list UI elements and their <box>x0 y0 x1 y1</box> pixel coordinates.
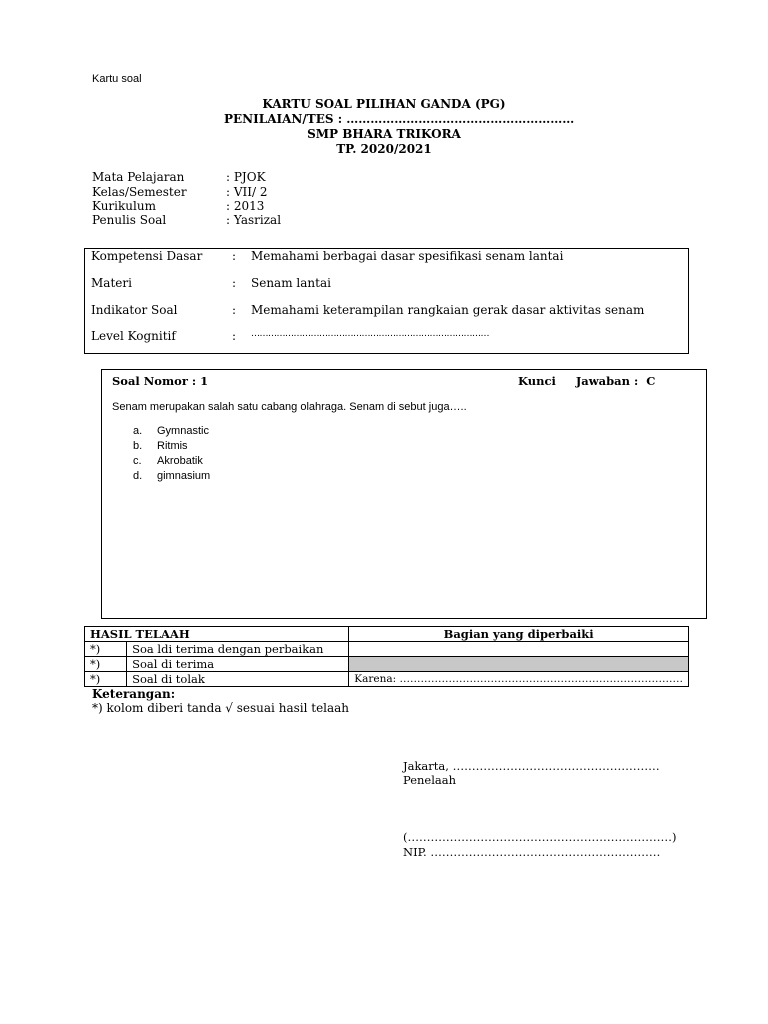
review-row <box>85 657 689 672</box>
question-number: Soal Nomor : 1 <box>112 374 209 388</box>
revision-header: Bagian yang diperbaiki <box>349 627 689 642</box>
review-row <box>85 672 689 687</box>
option-letter: a. <box>133 425 143 437</box>
indicator-sep: : <box>232 303 237 317</box>
review-mark[interactable]: *) <box>85 672 127 687</box>
question-text: Senam merupakan salah satu cabang olahraga. Senam di sebut juga….. <box>112 401 467 413</box>
option-text: Akrobatik <box>157 455 203 467</box>
review-row <box>85 642 689 657</box>
reviewer-name-line: (……………………………………………………………) <box>403 830 677 844</box>
review-mark[interactable]: *) <box>85 657 127 672</box>
reviewer-role: Penelaah <box>403 773 457 787</box>
review-label: Soa ldi terima dengan perbaikan <box>127 642 349 657</box>
option-text: gimnasium <box>157 470 211 482</box>
meta-value: : Yasrizal <box>226 213 282 227</box>
material-value: Senam lantai <box>251 276 331 290</box>
indicator-value: Memahami keterampilan rangkaian gerak dasar aktivitas senam <box>251 303 645 317</box>
cognitive-level-sep: : <box>232 329 237 343</box>
assessment-line: PENILAIAN/TES : ………………………………………………… <box>224 112 575 126</box>
notes-title: Keterangan: <box>92 687 176 701</box>
material-label: Materi <box>91 276 132 290</box>
material-sep: : <box>232 276 237 290</box>
competency-value: Memahami berbagai dasar spesifikasi senam lantai <box>251 249 564 263</box>
option-letter: d. <box>133 470 143 482</box>
review-mark[interactable]: *) <box>85 642 127 657</box>
option-letter: b. <box>133 440 143 452</box>
meta-value: : VII/ 2 <box>226 185 268 199</box>
school-year: TP. 2020/2021 <box>336 142 432 156</box>
competency-box <box>84 248 689 354</box>
meta-label: Kurikulum <box>92 199 156 213</box>
review-result-header: HASIL TELAAH <box>85 627 349 642</box>
review-label: Soal di terima <box>127 657 349 672</box>
question-box <box>101 369 707 619</box>
answer-key: Kunci Jawaban : C <box>518 374 656 388</box>
indicator-label: Indikator Soal <box>91 303 178 317</box>
rejection-reason[interactable]: Karena: ……………………………………………………………………… <box>349 672 689 687</box>
review-table <box>84 626 689 687</box>
card-label: Kartu soal <box>92 73 142 85</box>
option-text: Ritmis <box>157 440 188 452</box>
reviewer-nip: NIP. …………………………………………………… <box>403 845 661 859</box>
revision-cell[interactable] <box>349 642 689 657</box>
school-name: SMP BHARA TRIKORA <box>307 127 461 141</box>
competency-label: Kompetensi Dasar <box>91 249 203 263</box>
option-letter: c. <box>133 455 142 467</box>
review-header-row <box>85 627 689 642</box>
meta-label: Penulis Soal <box>92 213 167 227</box>
competency-sep: : <box>232 249 237 263</box>
revision-cell-shaded <box>349 657 689 672</box>
cognitive-level-label: Level Kognitif <box>91 329 176 343</box>
cognitive-level-value: ………………………………………………………………………… <box>251 329 489 339</box>
option-text: Gymnastic <box>157 425 209 437</box>
card-title: KARTU SOAL PILIHAN GANDA (PG) <box>262 97 506 111</box>
review-label: Soal di tolak <box>127 672 349 687</box>
meta-label: Mata Pelajaran <box>92 170 185 184</box>
meta-value: : PJOK <box>226 170 266 184</box>
meta-value: : 2013 <box>226 199 265 213</box>
notes-text: *) kolom diberi tanda √ sesuai hasil telaah <box>92 701 350 715</box>
place-date: Jakarta, ……………………………………………… <box>403 759 660 773</box>
meta-label: Kelas/Semester <box>92 185 187 199</box>
